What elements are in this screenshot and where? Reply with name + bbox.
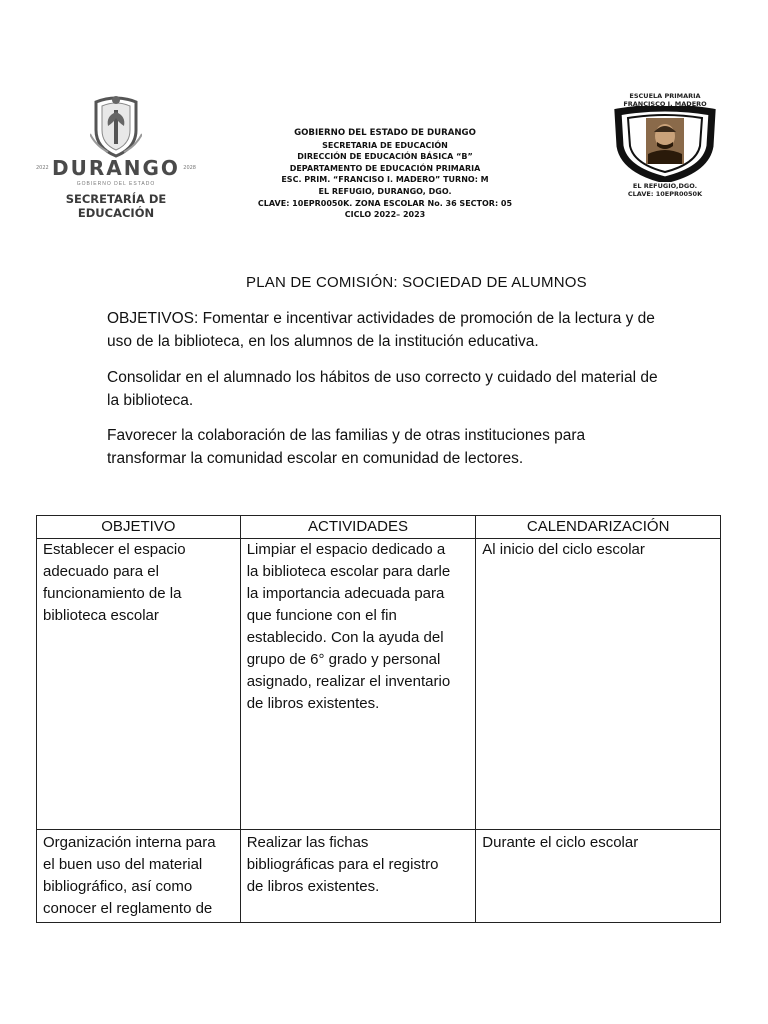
gobierno-subtitle: GOBIERNO DEL ESTADO [76, 181, 156, 187]
objective-paragraph: OBJETIVOS: Fomentar e incentivar actividades de promoción de la lectura y de uso de la biblioteca, en los alumnos de la institución educativa. [107, 310, 655, 350]
cell-calendarizacion: Al inicio del ciclo escolar [476, 539, 721, 830]
header-title: GOBIERNO DEL ESTADO DE DURANGO [294, 128, 476, 138]
cell-actividades: Realizar las fichas bibliográficas para el registro de libros existentes. [240, 830, 476, 923]
header-line: CLAVE: 10EPR0050K. ZONA ESCOLAR No. 36 SECTOR: 05 [257, 198, 513, 208]
table-row [37, 539, 721, 830]
cell-objetivo: Organización interna para el buen uso del material bibliográfico, así como conocer el reglamento de [37, 830, 241, 923]
table-header-row [37, 516, 721, 539]
year-left: 2022 [36, 165, 49, 171]
school-logo [606, 92, 724, 214]
header-line: EL REFUGIO, DURANGO, DGO. [318, 186, 452, 196]
durango-crest-icon [90, 94, 142, 158]
header-calendarizacion: CALENDARIZACIÓN [476, 516, 721, 539]
cell-calendarizacion: Durante el ciclo escolar [476, 830, 721, 923]
year-right: 2028 [183, 165, 196, 171]
header-line: CICLO 2022– 2023 [344, 210, 426, 220]
plan-table [36, 515, 721, 923]
table-row [37, 830, 721, 923]
header-line: SECRETARIA DE EDUCACIÓN [322, 140, 448, 150]
header-line: DIRECCIÓN DE EDUCACIÓN BÁSICA “B” [297, 152, 473, 162]
header-objetivo: OBJETIVO [37, 516, 241, 539]
durango-logo [28, 94, 204, 220]
school-logo-top: ESCUELA PRIMARIA FRANCISCO I. MADERO [623, 92, 707, 108]
header-actividades: ACTIVIDADES [240, 516, 476, 539]
cell-objetivo: Establecer el espacio adecuado para el funcionamiento de la biblioteca escolar [37, 539, 241, 830]
document-header [230, 128, 540, 221]
durango-wordmark: 2022 DURANGO 2028 [36, 156, 196, 180]
header-line: ESC. PRIM. “FRANCISO I. MADERO” TURNO: M [281, 175, 489, 185]
school-shield-icon [610, 106, 720, 182]
header-line: DEPARTAMENTO DE EDUCACIÓN PRIMARIA [289, 163, 481, 173]
secretaria-label: SECRETARÍA DE EDUCACIÓN [65, 192, 167, 220]
plan-title: PLAN DE COMISIÓN: SOCIEDAD DE ALUMNOS [246, 274, 587, 291]
objective-paragraph: Favorecer la colaboración de las familias y de otras instituciones para transformar la comunidad escolar en comunidad de lectores. [107, 427, 586, 467]
objective-paragraph: Consolidar en el alumnado los hábitos de uso correcto y cuidado del material de la biblioteca. [107, 369, 658, 409]
cell-actividades: Limpiar el espacio dedicado a la biblioteca escolar para darle la importancia adecuada para que funcione con el fin establecido. Con la ayuda del grupo de 6° grado y personal asignado, realizar el inventario de libros existentes. [240, 539, 476, 830]
school-logo-bottom: EL REFUGIO,DGO. CLAVE: 10EPR0050K [627, 182, 703, 198]
